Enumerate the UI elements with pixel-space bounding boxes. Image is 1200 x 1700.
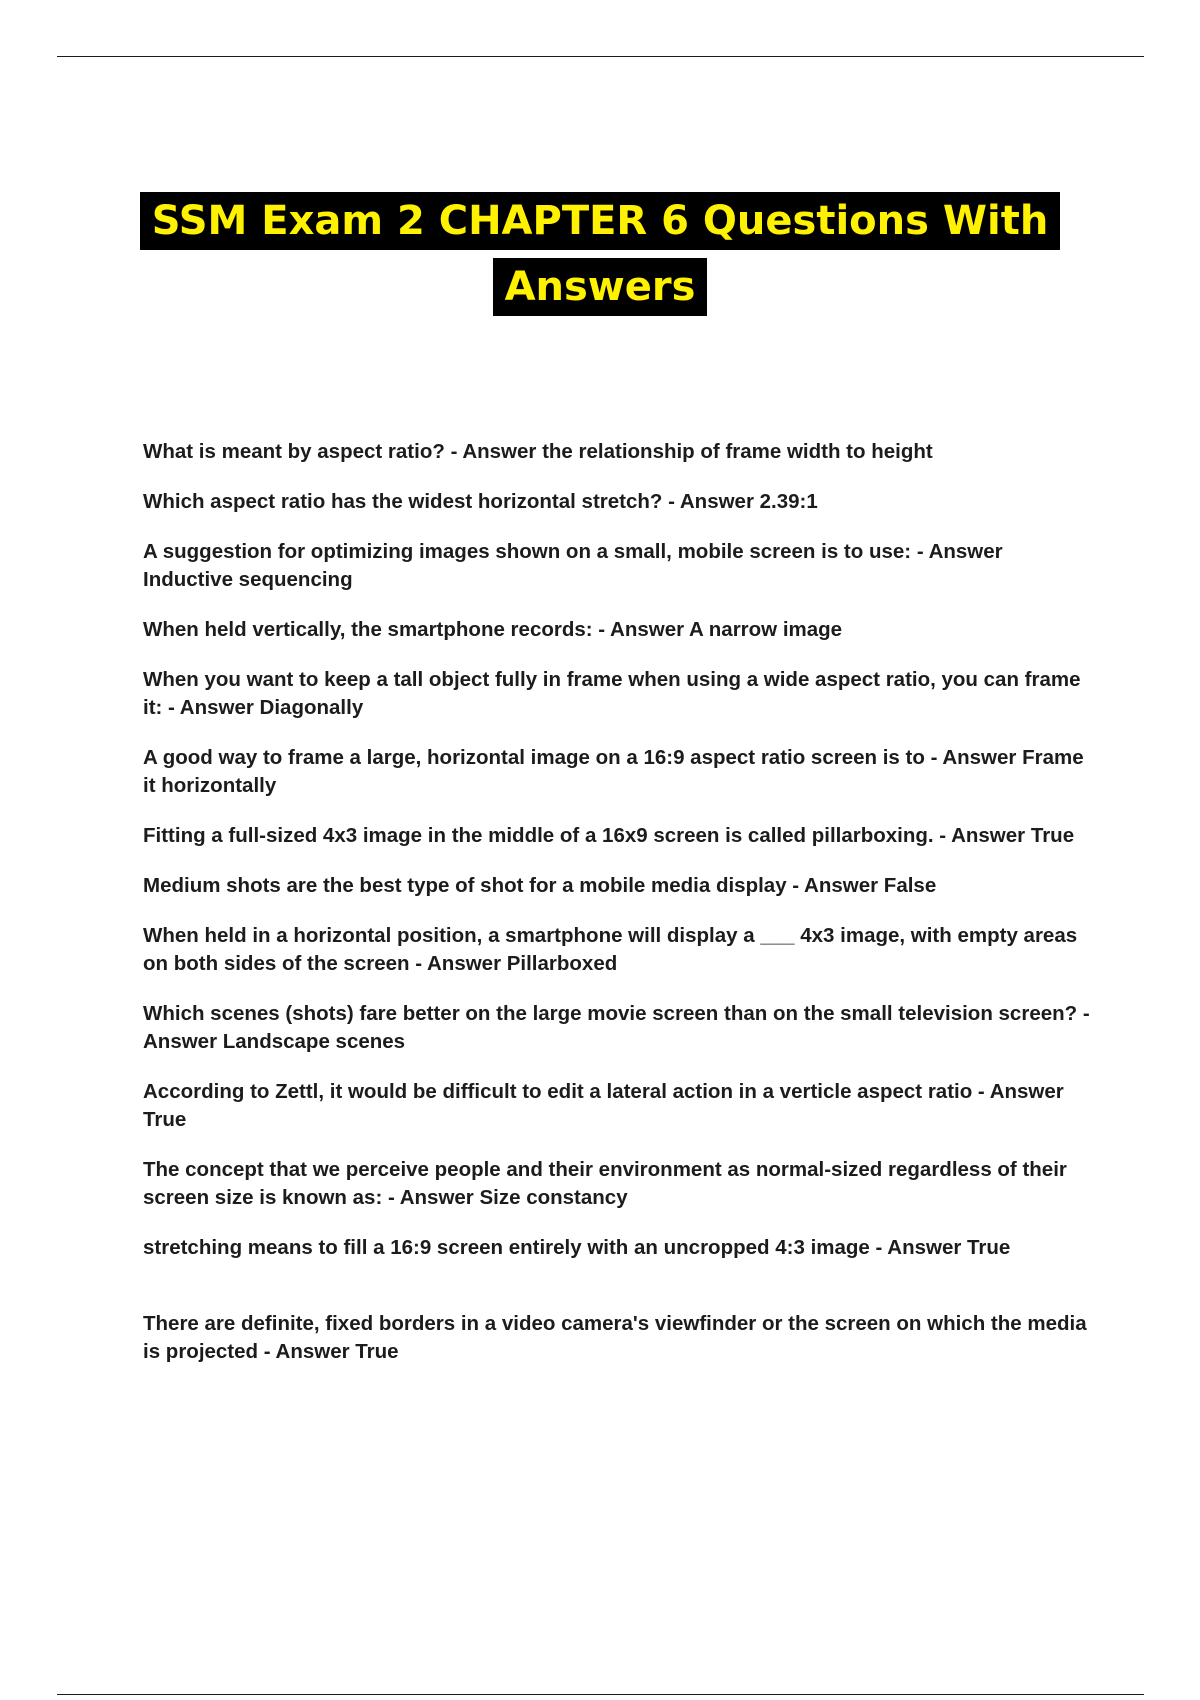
qa-item: When held in a horizontal position, a smartphone will display a ___ 4x3 image, with empty areas on both sides of the screen - Answer Pillarboxed [143,924,1078,975]
title-line-1: SSM Exam 2 CHAPTER 6 Questions With [140,192,1061,250]
qa-item: When you want to keep a tall object fully in frame when using a wide aspect ratio, you can frame it: - Answer Diagonally [143,668,1081,719]
qa-item: Fitting a full-sized 4x3 image in the middle of a 16x9 screen is called pillarboxing. - Answer True [143,824,1075,847]
qa-item: Which aspect ratio has the widest horizontal stretch? - Answer 2.39:1 [143,490,818,513]
page-title [0,192,1200,316]
qa-item: A suggestion for optimizing images shown on a small, mobile screen is to use: - Answer Inductive sequencing [143,540,1003,591]
qa-item: According to Zettl, it would be difficult to edit a lateral action in a verticle aspect ratio - Answer True [143,1080,1064,1131]
qa-item: Which scenes (shots) fare better on the large movie screen than on the small television screen? - Answer Landscape scenes [143,1002,1090,1053]
qa-list [143,438,1098,1388]
title-line-2: Answers [493,258,708,316]
qa-item: What is meant by aspect ratio? - Answer the relationship of frame width to height [143,440,933,463]
qa-item: stretching means to fill a 16:9 screen entirely with an uncropped 4:3 image - Answer True [143,1236,1011,1259]
qa-item: When held vertically, the smartphone records: - Answer A narrow image [143,618,843,641]
qa-item: A good way to frame a large, horizontal image on a 16:9 aspect ratio screen is to - Answer Frame it horizontally [143,746,1084,797]
qa-item: Medium shots are the best type of shot for a mobile media display - Answer False [143,874,937,897]
footer-rule [57,1694,1144,1695]
qa-item: The concept that we perceive people and their environment as normal-sized regardless of their screen size is known as: - Answer Size constancy [143,1158,1067,1209]
header-rule [57,56,1144,57]
qa-item: There are definite, fixed borders in a video camera's viewfinder or the screen on which the media is projected - Answer True [143,1312,1087,1363]
